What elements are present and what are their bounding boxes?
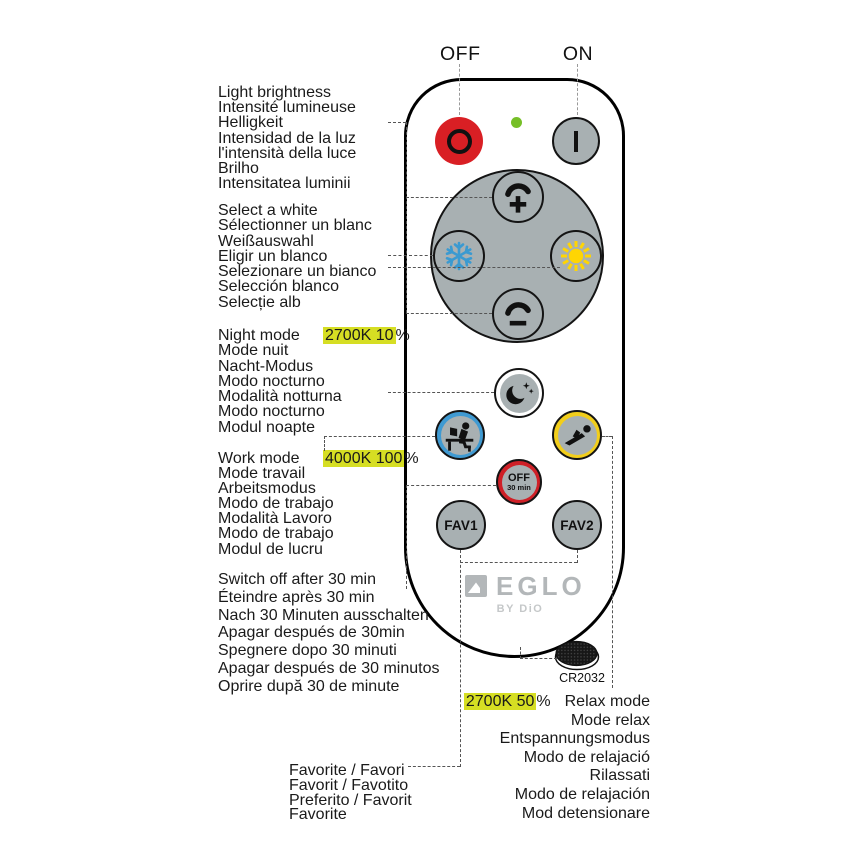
connector-fav2-h	[460, 562, 577, 563]
label-line: Helligkeit	[218, 114, 283, 132]
connector-off30-h	[406, 485, 496, 486]
connector-fav-h	[408, 766, 460, 767]
label-line: Modul de lucru	[218, 540, 323, 558]
label-line: Mode travail	[218, 465, 306, 483]
snowflake-icon	[439, 236, 479, 276]
connector-work-h	[324, 436, 435, 437]
fav2-label: FAV2	[560, 517, 594, 533]
label-line: Apagar después de 30 minutos	[218, 659, 440, 677]
relax-mode-title: Relax mode	[564, 693, 650, 710]
label-line: Modo de relajació	[523, 748, 650, 766]
night-mode-first-line	[218, 328, 410, 343]
connector-off30-v	[406, 485, 407, 589]
brand-byline: BY DiO	[496, 603, 544, 615]
relax-mode-button[interactable]	[552, 410, 602, 460]
label-line: Nach 30 Minuten ausschalten	[218, 606, 429, 624]
connector-white-snowflake	[388, 255, 433, 256]
label-line: Mode relax	[570, 711, 650, 729]
label-block-white-select	[218, 203, 376, 310]
label-line: Light brightness	[218, 84, 331, 101]
relax-mode-badge: 2700K 50	[465, 693, 535, 710]
connector-night-mode	[388, 392, 494, 393]
connector-fav2-v	[577, 550, 578, 563]
label-line: Modul noapte	[218, 418, 315, 436]
label-line: Selezionare un bianco	[218, 263, 377, 281]
label-line: Arbeitsmodus	[218, 480, 316, 498]
label-line: l'intensità della luce	[218, 144, 357, 162]
connector-brightness-down	[406, 313, 492, 314]
label-line: Modo de trabajo	[218, 495, 334, 513]
connector-relax-h	[602, 436, 612, 437]
connector-white-sun	[388, 267, 560, 268]
night-mode-badge-suffix: %	[395, 327, 410, 344]
connector-battery-h	[520, 658, 557, 659]
label-line: Switch off after 30 min	[218, 571, 376, 588]
label-line: Preferito / Favorit	[289, 791, 412, 809]
label-line: Modo nocturno	[218, 403, 325, 421]
label-line: Modo de relajación	[514, 785, 650, 803]
label-block-night-mode	[218, 328, 410, 435]
label-line: Selección blanco	[218, 278, 339, 296]
off-30min-button[interactable]	[496, 459, 542, 505]
eglo-logo-icon	[465, 575, 487, 597]
dimmer-arc-plus-icon	[496, 175, 540, 219]
label-line: Modalità notturna	[218, 388, 342, 406]
brand-name: EGLO	[496, 571, 586, 601]
label-line: Favorite	[289, 806, 347, 824]
person-at-desk-icon	[441, 416, 479, 454]
label-line: Mode nuit	[218, 342, 289, 360]
label-line: Brilho	[218, 160, 259, 178]
label-line: Spegnere dopo 30 minuti	[218, 642, 397, 660]
label-line: Apagar después de 30min	[218, 624, 405, 642]
label-block-switch-off	[218, 571, 439, 696]
label-line: Rilassati	[589, 767, 650, 785]
label-line: Eligir un blanco	[218, 247, 328, 265]
label-line: Modo nocturno	[218, 372, 325, 390]
label-line: Favorit / Favotito	[289, 776, 409, 794]
label-line: Entspannungsmodus	[499, 730, 650, 748]
battery-type-label: CR2032	[559, 671, 605, 685]
power-on-button[interactable]	[552, 117, 600, 165]
circle-ring-icon	[447, 129, 472, 154]
on-caption: ON	[562, 43, 594, 65]
person-reclining-icon	[558, 416, 596, 454]
moon-stars-icon	[499, 374, 539, 413]
connector-work-v	[324, 436, 325, 451]
label-line: Selecție alb	[218, 293, 301, 311]
label-line: Modo de trabajo	[218, 525, 334, 543]
warm-white-button[interactable]	[550, 230, 602, 282]
fav1-label: FAV1	[444, 517, 478, 533]
off30-title: OFF	[508, 471, 530, 484]
label-block-relax-mode	[350, 693, 650, 823]
label-line: Intensidad de la luz	[218, 129, 356, 147]
fav2-button[interactable]	[552, 500, 602, 550]
label-block-work-mode	[218, 451, 419, 557]
connector-brightness-up	[406, 197, 492, 198]
label-line: Oprire după 30 de minute	[218, 677, 400, 695]
connector-brightness-h	[388, 122, 406, 123]
work-mode-button[interactable]	[435, 410, 485, 460]
off30-subtitle: 30 min	[507, 482, 531, 492]
label-line: Mod detensionare	[521, 804, 650, 822]
brightness-down-button[interactable]	[492, 288, 544, 340]
label-block-brightness	[218, 85, 356, 191]
relax-mode-badge-suffix: %	[536, 693, 551, 710]
night-mode-title: Night mode	[218, 327, 300, 344]
label-line: Intensitatea luminii	[218, 175, 351, 193]
work-mode-badge-suffix: %	[404, 450, 419, 467]
label-line: Nacht-Modus	[218, 357, 314, 375]
work-mode-badge: 4000K 100	[325, 450, 403, 467]
coin-battery-icon	[551, 630, 605, 672]
vertical-bar-icon	[574, 131, 578, 152]
power-off-button[interactable]	[435, 117, 483, 165]
label-line: Select a white	[218, 202, 318, 219]
work-mode-title: Work mode	[218, 450, 300, 467]
relax-mode-first-line	[350, 693, 650, 712]
connector-on-caption	[577, 64, 578, 115]
connector-brightness-v	[406, 122, 407, 313]
label-line: Intensité lumineuse	[218, 99, 356, 117]
off-caption: OFF	[440, 43, 481, 65]
cool-white-button[interactable]	[433, 230, 485, 282]
work-mode-first-line	[218, 451, 419, 466]
night-mode-badge: 2700K 10	[325, 327, 394, 344]
night-mode-button[interactable]	[494, 368, 544, 418]
fav1-button[interactable]	[436, 500, 486, 550]
connector-fav1-v	[460, 550, 461, 767]
dimmer-arc-minus-icon	[496, 292, 540, 336]
label-line: Sélectionner un blanc	[218, 217, 372, 235]
connector-relax-v	[612, 436, 613, 688]
label-line: Favorite / Favori	[289, 762, 405, 779]
label-line: Weißauswahl	[218, 232, 314, 250]
label-line: Éteindre après 30 min	[218, 588, 375, 606]
label-line: Modalità Lavoro	[218, 510, 332, 528]
brightness-up-button[interactable]	[492, 171, 544, 223]
sun-icon	[554, 234, 598, 278]
status-led	[511, 117, 522, 128]
connector-off-caption	[459, 64, 460, 115]
